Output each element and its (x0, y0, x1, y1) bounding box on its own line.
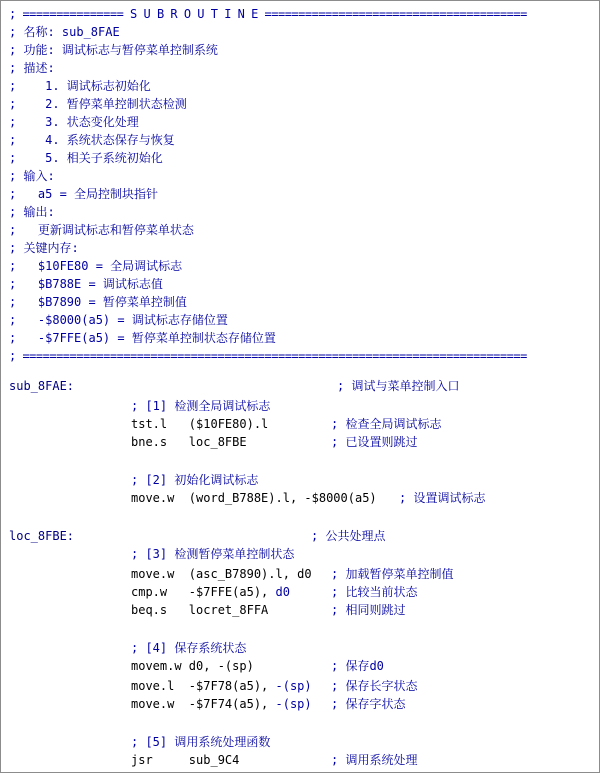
separator-bottom: ; =========================================================================== (9, 349, 527, 363)
instruction-comment: ; 加载暂停菜单控制值 (331, 567, 454, 581)
instruction-comment: ; 已设置则跳过 (331, 435, 418, 449)
instruction[interactable]: movem.w d0, -(sp) (131, 659, 254, 673)
comment-output-title: ; 输出: (9, 205, 55, 219)
comment-name: ; 名称: sub_8FAE (9, 25, 120, 39)
instruction-text: move.l -$7F78(a5), (131, 679, 276, 693)
code-label[interactable]: sub_8FAE: (9, 379, 75, 393)
instruction[interactable]: tst.l ($10FE80).l (131, 417, 269, 431)
register-operand: -(sp) (275, 697, 312, 711)
comment-desc-item: ; 3. 状态变化处理 (9, 115, 139, 129)
comment-desc-title: ; 描述: (9, 61, 55, 75)
instruction-comment: ; 比较当前状态 (331, 585, 418, 599)
instruction-comment: ; 调用系统处理 (331, 753, 418, 767)
section-comment: ; [3] 检测暂停菜单控制状态 (131, 547, 295, 561)
instruction[interactable] (131, 677, 312, 695)
comment-memory-item: ; $B788E = 调试标志值 (9, 277, 163, 291)
instruction-text: cmp.w -$7FFE(a5), (131, 585, 276, 599)
label-comment: ; 调试与菜单控制入口 (337, 379, 460, 393)
label-comment: ; 公共处理点 (311, 529, 386, 543)
comment-desc-item: ; 4. 系统状态保存与恢复 (9, 133, 175, 147)
instruction[interactable] (131, 583, 290, 601)
code-label[interactable]: loc_8FBE: (9, 529, 75, 543)
instruction[interactable]: jsr sub_9C4 (131, 753, 240, 767)
instruction-comment: ; 保存d0 (331, 659, 384, 673)
instruction-text: move.w -$7F74(a5), (131, 697, 276, 711)
comment-desc-item: ; 1. 调试标志初始化 (9, 79, 151, 93)
instruction[interactable]: beq.s locret_8FFA (131, 603, 269, 617)
instruction-comment: ; 相同则跳过 (331, 603, 406, 617)
instruction-comment: ; 保存长字状态 (331, 679, 418, 693)
instruction[interactable]: bne.s loc_8FBE (131, 435, 247, 449)
section-comment: ; [4] 保存系统状态 (131, 641, 247, 655)
instruction-comment: ; 保存字状态 (331, 697, 406, 711)
section-comment: ; [5] 调用系统处理函数 (131, 735, 271, 749)
comment-function: ; 功能: 调试标志与暂停菜单控制系统 (9, 43, 218, 57)
instruction-comment: ; 设置调试标志 (399, 491, 486, 505)
comment-desc-item: ; 5. 相关子系统初始化 (9, 151, 163, 165)
comment-desc-item: ; 2. 暂停菜单控制状态检测 (9, 97, 187, 111)
comment-memory-item: ; -$7FFE(a5) = 暂停菜单控制状态存储位置 (9, 331, 276, 345)
comment-memory-title: ; 关键内存: (9, 241, 79, 255)
comment-input-title: ; 输入: (9, 169, 55, 183)
instruction[interactable] (131, 695, 312, 713)
instruction-comment: ; 检查全局调试标志 (331, 417, 442, 431)
comment-output-item: ; 更新调试标志和暂停菜单状态 (9, 223, 194, 237)
instruction[interactable]: move.w (word_B788E).l, -$8000(a5) (131, 491, 377, 505)
register-operand: -(sp) (275, 679, 312, 693)
instruction[interactable]: move.w (asc_B7890).l, d0 (131, 567, 312, 581)
comment-input-item: ; a5 = 全局控制块指针 (9, 187, 159, 201)
comment-memory-item: ; $B7890 = 暂停菜单控制值 (9, 295, 187, 309)
section-comment: ; [2] 初始化调试标志 (131, 473, 259, 487)
register-operand: d0 (275, 585, 290, 599)
section-comment: ; [1] 检测全局调试标志 (131, 399, 271, 413)
separator-top: ; =============== S U B R O U T I N E ======================================= (9, 7, 527, 21)
comment-memory-item: ; $10FE80 = 全局调试标志 (9, 259, 183, 273)
comment-memory-item: ; -$8000(a5) = 调试标志存储位置 (9, 313, 228, 327)
